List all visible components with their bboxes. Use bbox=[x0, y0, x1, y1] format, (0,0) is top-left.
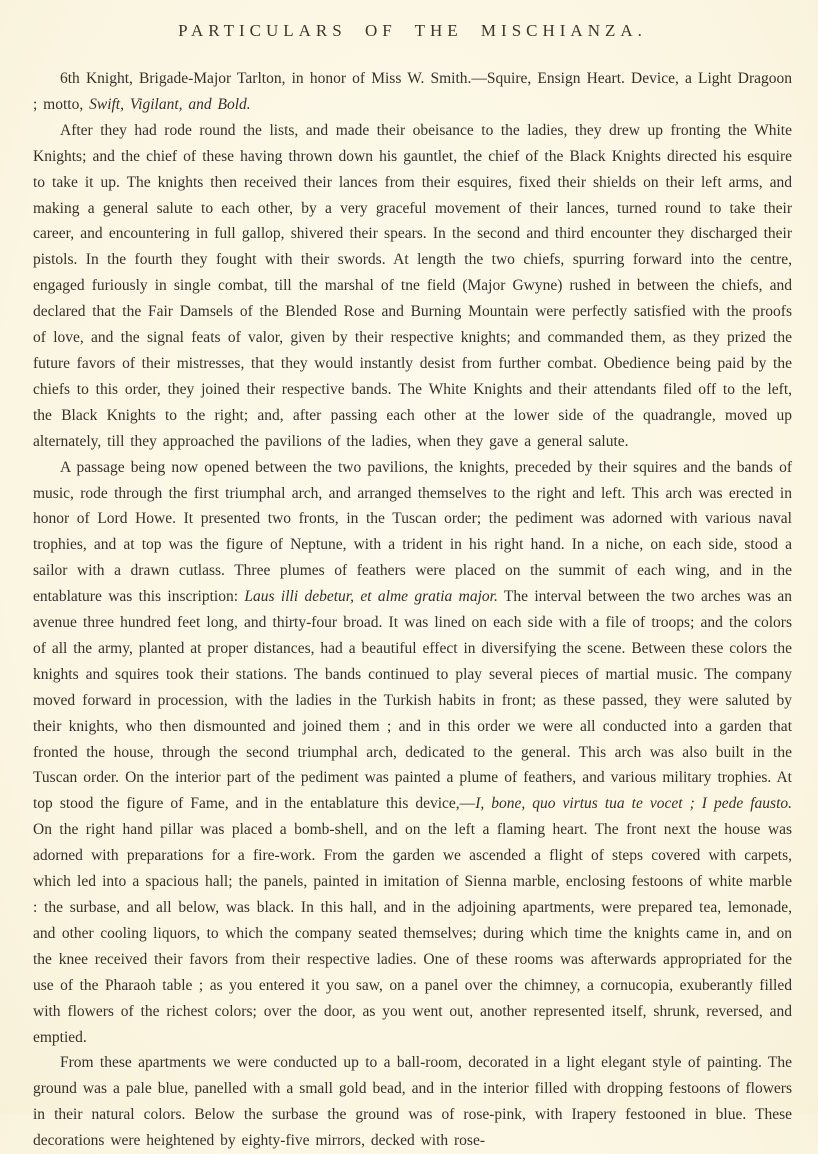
italic-text-segment: Laus illi debetur, et alme gratia major. bbox=[244, 588, 498, 606]
text-segment: From these apartments we were conducted up to a ball-room, decorated in a light elegant style of painting. The ground was a pale blue, panelled with a small gold bead, and in the interior filled with dropping festoons of flowers in their natural colors. Below the surbase the ground was of rose-pink, with Irapery festooned in blue. These decorations were heightened by eighty-five mirrors, decked with rose- bbox=[33, 1054, 792, 1150]
paragraph bbox=[33, 66, 792, 118]
italic-text-segment: Swift, Vigilant, and Bold. bbox=[89, 95, 251, 113]
text-segment: After they had rode round the lists, and made their obeisance to the ladies, they drew up fronting the White Knights; and the chief of these having thrown down his gauntlet, the chief of the Black Knights directed his esquire to take it up. The knights then received their lances from their esquires, fixed their shields on their left arms, and making a general salute to each other, by a very graceful movement of their lances, turned round to take their career, and encountering in full gallop, shivered their spears. In the second and third encounter they discharged their pistols. In the fourth they fought with their swords. At length the two chiefs, spurring forward into the centre, engaged furiously in single combat, till the marshal of tne field (Major Gwyne) rushed in between the chiefs, and declared that the Fair Damsels of the Blended Rose and Burning Mountain were perfectly satisfied with the proofs of love, and the signal feats of valor, given by their respective knights; and commanded them, as they prized the future favors of their mistresses, that they would instantly desist from further combat. Obedience being paid by the chiefs to this order, they joined their respective bands. The White Knights and their attendants filed off to the left, the Black Knights to the right; and, after passing each other at the lower side of the quadrangle, moved up alternately, till they approached the pavilions of the ladies, when they gave a general salute. bbox=[33, 121, 792, 450]
text-segment: A passage being now opened between the two pavilions, the knights, preceded by their squires and the bands of music, rode through the first triumphal arch, and arranged themselves to the right and left. This arch was erected in honor of Lord Howe. It presented two fronts, in the Tuscan order; the pediment was adorned with various naval trophies, and at top was the figure of Neptune, with a trident in his right hand. In a niche, on each side, stood a sailor with a drawn cutlass. Three plumes of feathers were placed on the summit of each wing, and in the entablature was this inscription: bbox=[33, 458, 792, 606]
text-segment: 6th Knight, Brigade-Major Tarlton, in honor of Miss W. Smith.—Squire, Ensign Heart. Device, a Light Dragoon ; motto, bbox=[33, 70, 792, 113]
italic-text-segment: I, bone, quo virtus tua te vocet ; I pede fausto. bbox=[475, 795, 792, 813]
page-body bbox=[33, 66, 792, 1154]
paragraph bbox=[33, 118, 792, 455]
page-title: PARTICULARS OF THE MISCHIANZA. bbox=[178, 21, 647, 40]
paragraph bbox=[33, 455, 792, 1051]
text-segment: On the right hand pillar was placed a bomb-shell, and on the left a flaming heart. The front next the house was adorned with preparations for a fire-work. From the garden we ascended a flight of steps covered with carpets, which led into a spacious hall; the panels, painted in imitation of Sienna marble, enclosing festoons of white marble : the surbase, and all below, was black. In this hall, and in the adjoining apartments, were prepared tea, lemonade, and other cooling liquors, to which the company seated themselves; during which time the knights came in, and on the knee received their favors from their respective ladies. One of these rooms was afterwards appropriated for the use of the Pharaoh table ; as you entered it you saw, on a panel over the chimney, a cornucopia, exuberantly filled with flowers of the richest colors; over the door, as you went out, another represented itself, shrunk, reversed, and emptied. bbox=[33, 821, 792, 1046]
text-segment: The interval between the two arches was an avenue three hundred feet long, and thirty-four broad. It was lined on each side with a file of troops; and the colors of all the army, planted at proper distances, had a beautiful effect in diversifying the scene. Between these colors the knights and squires took their stations. The bands continued to play several pieces of martial music. The company moved forward in procession, with the ladies in the Turkish habits in front; as these passed, they were saluted by their knights, who then dismounted and joined them ; and in this order we were all conducted into a garden that fronted the house, through the second triumphal arch, dedicated to the general. This arch was also built in the Tuscan order. On the interior part of the pediment was painted a plume of feathers, and various military trophies. At top stood the figure of Fame, and in the entablature this device,— bbox=[33, 588, 792, 813]
paragraph bbox=[33, 1050, 792, 1154]
